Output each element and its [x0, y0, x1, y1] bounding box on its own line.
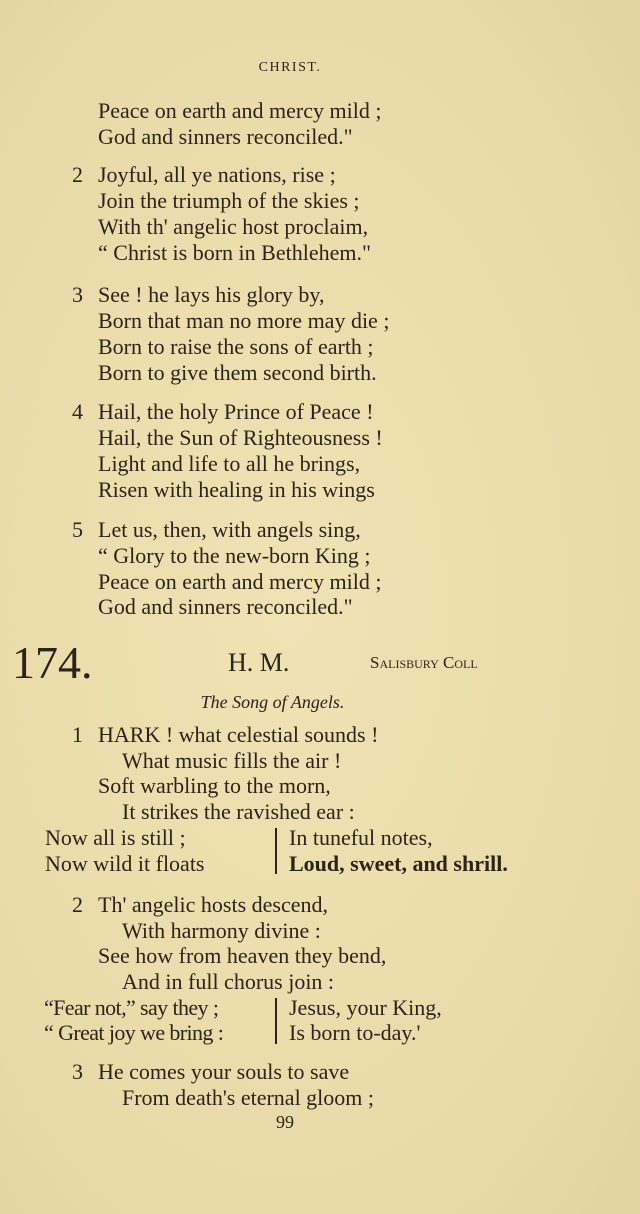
verse-line: God and sinners reconciled.": [98, 124, 353, 149]
column-divider: [275, 998, 277, 1044]
verse-line-right: Is born to-day.': [289, 1020, 421, 1045]
verse-line: Peace on earth and mercy mild ;: [98, 569, 382, 594]
verse-line: HARK ! what celestial sounds !: [98, 722, 379, 747]
verse-line-left: Now wild it floats: [45, 851, 205, 876]
verse-line: Born to raise the sons of earth ;: [98, 334, 374, 359]
verse-line: “ Glory to the new-born King ;: [98, 543, 371, 568]
verse-line: Join the triumph of the skies ;: [98, 188, 360, 213]
verse-line-left: Now all is still ;: [45, 825, 186, 850]
verse-line: Th' angelic hosts descend,: [98, 892, 329, 917]
verse-line: Hail, the Sun of Righteousness !: [98, 425, 383, 450]
verse-number: 2: [72, 892, 83, 917]
verse-line: “ Christ is born in Bethlehem.": [98, 240, 371, 265]
hymn-number: 174.: [12, 637, 93, 688]
verse-number: 1: [72, 722, 83, 747]
verse-line: And in full chorus join :: [122, 969, 335, 994]
verse-line: What music fills the air !: [122, 748, 342, 773]
verse-line: Born that man no more may die ;: [98, 308, 390, 333]
column-divider: [275, 828, 277, 874]
hymn-title: The Song of Angels.: [200, 692, 345, 712]
verse-line: Let us, then, with angels sing,: [98, 517, 361, 542]
verse-number: 3: [72, 1059, 83, 1084]
verse-line: Soft warbling to the morn,: [98, 773, 331, 798]
verse-line: Risen with healing in his wings: [98, 477, 375, 502]
page-number: 99: [276, 1112, 294, 1132]
verse-line: From death's eternal gloom ;: [122, 1085, 375, 1110]
verse-line: With th' angelic host proclaim,: [98, 214, 369, 239]
verse-line: With harmony divine :: [122, 918, 321, 943]
verse-line-left: “Fear not,” say they ;: [44, 995, 219, 1020]
verse-number: 4: [72, 399, 83, 424]
verse-line-right: Loud, sweet, and shrill.: [289, 851, 508, 876]
verse-line: Joyful, all ye nations, rise ;: [98, 162, 336, 187]
verse-line-right: In tuneful notes,: [289, 825, 433, 850]
verse-number: 5: [72, 517, 83, 542]
verse-line: See how from heaven they bend,: [98, 943, 387, 968]
running-header: CHRIST.: [258, 60, 322, 75]
verse-line-left: “ Great joy we bring :: [44, 1020, 224, 1045]
verse-line: Light and life to all he brings,: [98, 451, 361, 476]
verse-line: It strikes the ravished ear :: [122, 799, 355, 824]
verse-line-right: Jesus, your King,: [289, 995, 442, 1020]
verse-number: 3: [72, 282, 83, 307]
verse-line: Born to give them second birth.: [98, 360, 377, 385]
hymn-meter: H. M.: [228, 648, 290, 677]
verse-line: God and sinners reconciled.": [98, 594, 353, 619]
verse-line: Hail, the holy Prince of Peace !: [98, 399, 374, 424]
hymn-tune-source: Salisbury Coll: [370, 653, 478, 672]
verse-line: See ! he lays his glory by,: [98, 282, 325, 307]
verse-line: He comes your souls to save: [98, 1059, 350, 1084]
verse-line: Peace on earth and mercy mild ;: [98, 98, 382, 123]
verse-number: 2: [72, 162, 83, 187]
